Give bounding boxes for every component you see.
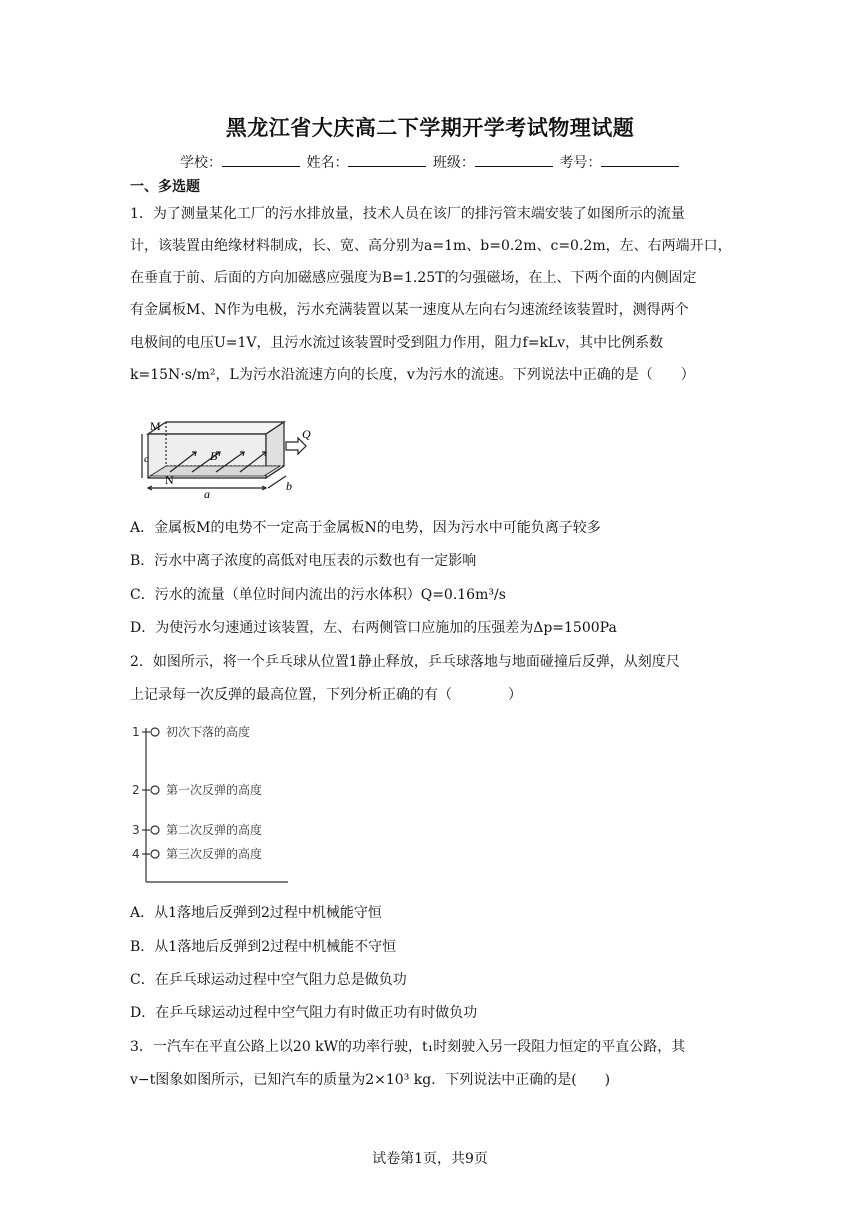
flowmeter-figure bbox=[140, 418, 325, 500]
q2-option-d: D．在乒乓球运动过程中空气阻力有时做正功有时做负功 bbox=[130, 1005, 478, 1021]
q3-line-1: 3．一汽车在平直公路上以20 kW的功率行驶，t₁时刻驶入另一段阻力恒定的平直公路，其 bbox=[130, 1039, 686, 1055]
exam-no-blank bbox=[601, 152, 679, 167]
mark-3-label: 第二次反弹的高度 bbox=[166, 823, 263, 837]
label-c: c bbox=[144, 453, 149, 465]
school-blank bbox=[222, 152, 300, 167]
school-label: 学校： bbox=[180, 155, 222, 171]
q1-option-b: B．污水中离子浓度的高低对电压表的示数也有一定影响 bbox=[130, 553, 477, 569]
q1-option-a: A．金属板M的电势不一定高于金属板N的电势，因为污水中可能负离子较多 bbox=[130, 520, 601, 536]
section-heading: 一、多选题 bbox=[130, 179, 200, 195]
q1-line-2: 计，该装置由绝缘材料制成，长、宽、高分别为a=1m、b=0.2m、c=0.2m，左、右两端开口， bbox=[130, 238, 732, 254]
q1-line-6: k=15N·s/m²，L为污水沿流速方向的长度，v为污水的流速。下列说法中正确的是（ ） bbox=[130, 367, 695, 383]
q2-line-1: 2．如图所示，将一个乒乓球从位置1静止释放，乒乓球落地与地面碰撞后反弹，从刻度尺 bbox=[130, 654, 680, 670]
q1-option-c: C．污水的流量（单位时间内流出的污水体积）Q=0.16m³/s bbox=[130, 587, 506, 603]
exam-no-label: 考号： bbox=[559, 155, 602, 171]
q1-line-4: 有金属板M、N作为电极，污水充满装置以某一速度从左向右匀速流经该装置时，测得两个 bbox=[130, 302, 689, 318]
mark-1-label: 初次下落的高度 bbox=[166, 725, 251, 739]
name-blank bbox=[348, 152, 426, 167]
q2-option-a: A．从1落地后反弹到2过程中机械能守恒 bbox=[130, 905, 382, 921]
q2-option-b: B．从1落地后反弹到2过程中机械能不守恒 bbox=[130, 939, 397, 955]
q2-option-c: C．在乒乓球运动过程中空气阻力总是做负功 bbox=[130, 972, 407, 988]
q2-line-2: 上记录每一次反弹的最高位置，下列分析正确的有（ ） bbox=[130, 687, 522, 703]
page-title: 黑龙江省大庆高二下学期开学考试物理试题 bbox=[225, 116, 635, 140]
name-label: 姓名： bbox=[306, 155, 349, 171]
mark-3-num: 3 bbox=[132, 823, 140, 837]
label-M: M bbox=[150, 419, 161, 433]
student-info-row bbox=[180, 152, 681, 172]
class-label: 班级： bbox=[432, 155, 475, 171]
mark-2-num: 2 bbox=[132, 783, 140, 797]
mark-4-num: 4 bbox=[132, 847, 140, 861]
ping-pong-figure bbox=[130, 718, 300, 888]
label-B: B bbox=[210, 449, 218, 463]
q3-line-2: v−t图象如图所示，已知汽车的质量为2×10³ kg．下列说法中正确的是( ) bbox=[130, 1072, 611, 1088]
label-N: N bbox=[165, 473, 174, 487]
label-a: a bbox=[204, 487, 210, 500]
q1-line-3: 在垂直于前、后面的方向加磁感应强度为B=1.25T的匀强磁场，在上、下两个面的内侧固定 bbox=[130, 270, 697, 286]
q1-option-d: D．为使污水匀速通过该装置，左、右两侧管口应施加的压强差为Δp=1500Pa bbox=[130, 620, 617, 636]
q1-line-5: 电极间的电压U=1V，且污水流过该装置时受到阻力作用，阻力f=kLv，其中比例系数 bbox=[130, 335, 664, 351]
label-b: b bbox=[286, 479, 292, 493]
mark-4-label: 第三次反弹的高度 bbox=[166, 847, 263, 861]
class-blank bbox=[475, 152, 553, 167]
mark-1-num: 1 bbox=[132, 725, 140, 739]
page-footer: 试卷第1页，共9页 bbox=[372, 1151, 488, 1167]
label-Q: Q bbox=[302, 427, 311, 441]
q1-line-1: 1．为了测量某化工厂的污水排放量，技术人员在该厂的排污管末端安装了如图所示的流量 bbox=[130, 206, 685, 222]
mark-2-label: 第一次反弹的高度 bbox=[166, 783, 263, 797]
